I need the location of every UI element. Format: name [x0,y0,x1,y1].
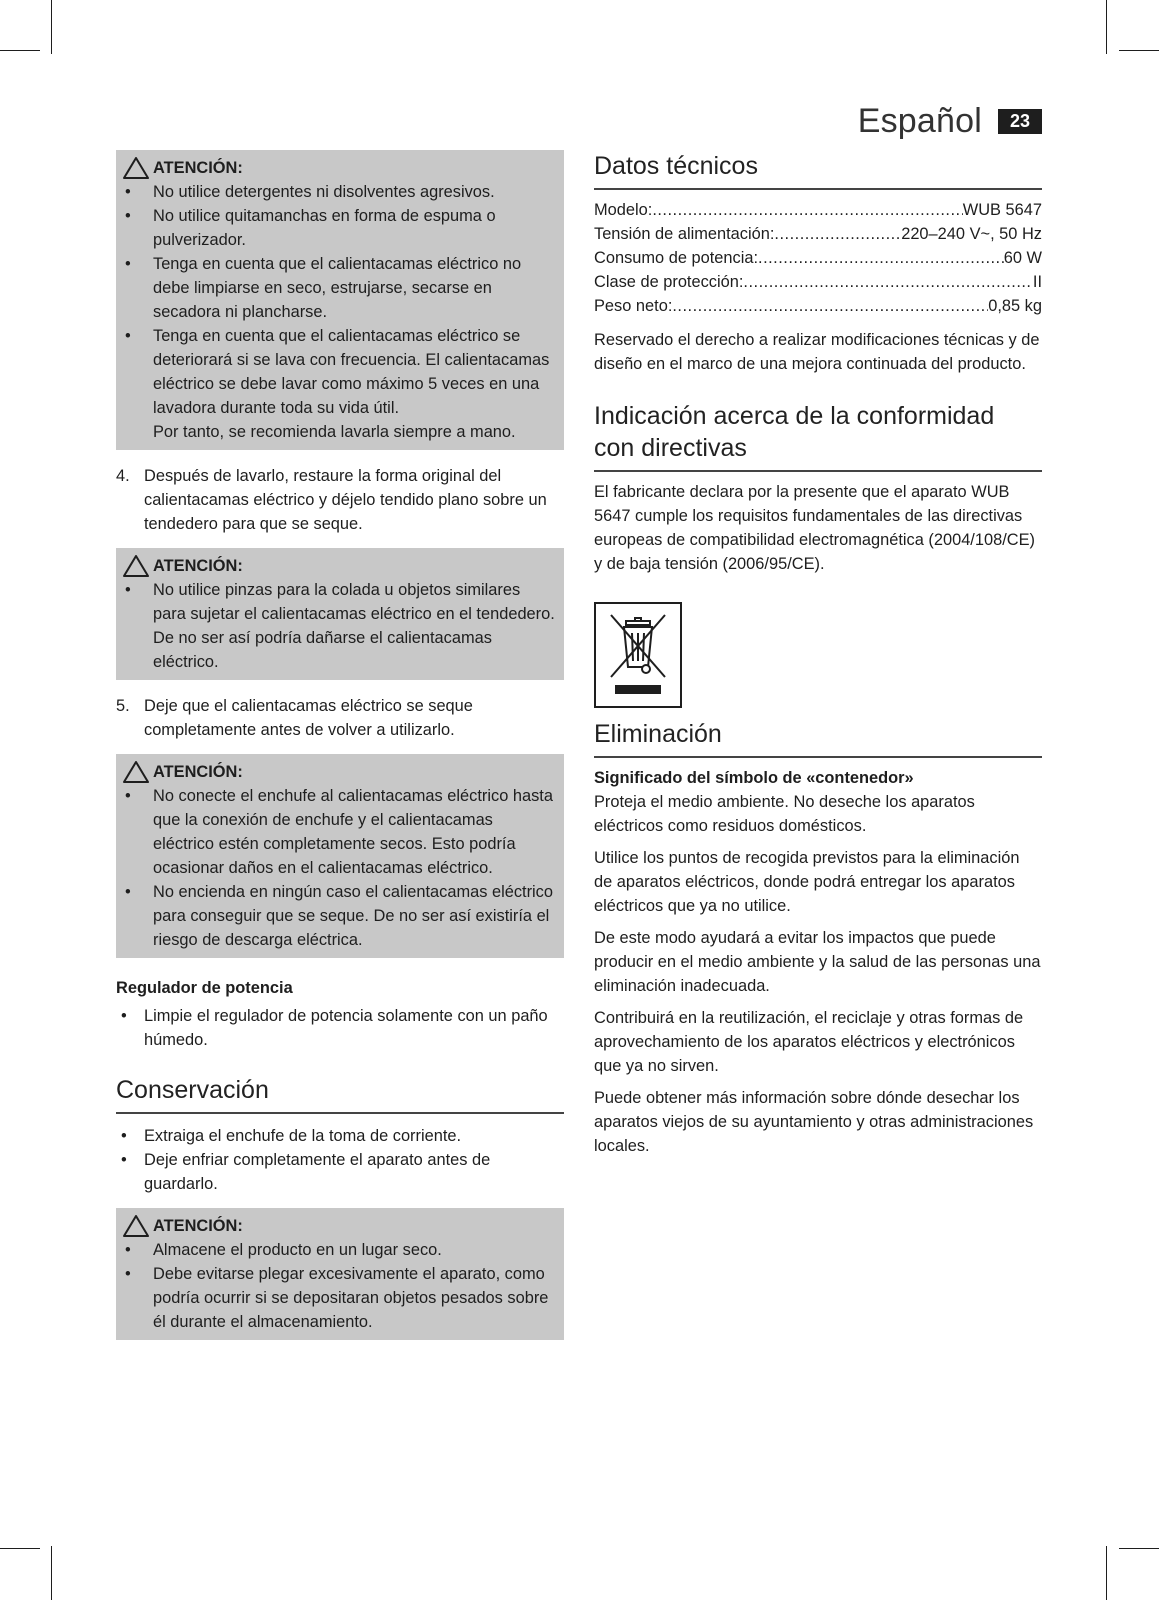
disposal-title: Eliminación [594,718,1042,758]
step-item: 4. Después de lavarlo, restaure la forma original del calientacamas eléctrico y déjelo tendido plano sobre un tendedero para que se seque. [116,464,564,536]
list-item: • Tenga en cuenta que el calientacamas eléctrico no debe limpiarse en seco, estrujarse, secarse en secadora ni plancharse. [120,252,556,324]
warning-heading: ATENCIÓN: [120,760,556,784]
disposal-paragraph: Puede obtener más información sobre dónde desechar los aparatos viejos de su ayuntamiento y otras administraciones locales. [594,1089,1034,1155]
language-title: Español [857,102,982,140]
regulator-section [116,976,564,1052]
spec-table [594,198,1042,318]
disposal-paragraph: Utilice los puntos de recogida previstos para la eliminación de aparatos eléctricos, donde podrá entregar los aparatos eléctricos que ya no utilice. [594,849,1020,915]
warning-triangle-icon [122,156,150,180]
tech-note: Reservado el derecho a realizar modificaciones técnicas y de diseño en el marco de una mejora continuada del producto. [594,331,1040,373]
list-item: • Tenga en cuenta que el calientacamas eléctrico se deteriorará si se lava con frecuencia. El calientacamas eléctrico se debe lavar como máximo 5 veces en una lavadora durante toda su vida útil. Por tanto, se recomienda lavarla siempre a mano. [120,324,556,444]
conformity-text: El fabricante declara por la presente que el aparato WUB 5647 cumple los requisitos fundamentales de las directivas europeas de compatibilidad electromagnética (2004/108/CE) y de baja tensión (2006/95/CE). [594,483,1035,573]
page-number-badge: 23 [998,109,1042,134]
regulator-title: Regulador de potencia [116,979,293,997]
page-header [858,102,1042,141]
list-item: • No encienda en ningún caso el calientacamas eléctrico para conseguir que se seque. De no ser así existiría el riesgo de descarga eléctrica. [120,880,556,952]
warning-box [116,150,564,450]
warning-triangle-icon [122,554,150,578]
step-number: 5. [116,697,130,715]
crop-mark [1106,0,1107,54]
warning-heading: ATENCIÓN: [120,554,556,578]
warning-box [116,548,564,680]
crop-mark [1106,1546,1107,1600]
left-column [116,150,564,1354]
warning-heading: ATENCIÓN: [120,156,556,180]
spec-row: Consumo de potencia: ..... 60 W [594,246,1042,270]
crop-mark [1119,1548,1159,1549]
disposal-subtitle: Significado del símbolo de «contenedor» [594,769,914,787]
spec-row: Modelo: ..... WUB 5647 [594,198,1042,222]
list-item: • Deje enfriar completamente el aparato antes de guardarlo. [116,1148,564,1196]
crop-mark [51,0,52,54]
list-item: • Extraiga el enchufe de la toma de corriente. [116,1124,564,1148]
spec-row: Tensión de alimentación: ..... 220–240 V~, 50 Hz [594,222,1042,246]
storage-title: Conservación [116,1074,564,1114]
list-item: • No utilice detergentes ni disolventes agresivos. [120,180,556,204]
step-list [116,464,564,536]
crossed-bin-icon [594,602,682,708]
conformity-title: Indicación acerca de la conformidad con directivas [594,400,1042,472]
disposal-paragraph: Contribuirá en la reutilización, el reciclaje y otras formas de aprovechamiento de los aparatos eléctricos y electrónicos que ya no sirven. [594,1009,1024,1075]
list-item: • Debe evitarse plegar excesivamente el aparato, como podría ocurrir si se depositaran objetos pesados sobre él durante el almacenamiento. [120,1262,556,1334]
crop-mark [0,50,40,51]
warning-extra-text: Por tanto, se recomienda lavarla siempre a mano. [153,423,516,441]
warning-heading: ATENCIÓN: [120,1214,556,1238]
tech-data-title: Datos técnicos [594,150,1042,190]
list-item: • Almacene el producto en un lugar seco. [120,1238,556,1262]
warning-triangle-icon [122,760,150,784]
step-number: 4. [116,467,130,485]
spec-row: Clase de protección: ..... II [594,270,1042,294]
list-item: • No conecte el enchufe al calientacamas eléctrico hasta que la conexión de enchufe y el calientacamas eléctrico estén completamente secos. Esto podría ocasionar daños en el calientacamas eléctrico. [120,784,556,880]
crop-mark [51,1546,52,1600]
warning-box [116,754,564,958]
crop-mark [1119,50,1159,51]
list-item: • No utilice pinzas para la colada u objetos similares para sujetar el calientacamas eléctrico en el tendedero. De no ser así podría dañarse el calientacamas eléctrico. [120,578,556,674]
step-list [116,694,564,742]
storage-section [116,1074,564,1196]
list-item: • No utilice quitamanchas en forma de espuma o pulverizador. [120,204,556,252]
step-item: 5. Deje que el calientacamas eléctrico se seque completamente antes de volver a utilizarlo. [116,694,564,742]
right-column [594,150,1042,1166]
crop-mark [0,1548,40,1549]
warning-box [116,1208,564,1340]
list-item: • Limpie el regulador de potencia solamente con un paño húmedo. [116,1004,564,1052]
warning-triangle-icon [122,1214,150,1238]
disposal-paragraph: Proteja el medio ambiente. No deseche los aparatos eléctricos como residuos domésticos. [594,793,975,835]
spec-row: Peso neto: ..... 0,85 kg [594,294,1042,318]
disposal-paragraph: De este modo ayudará a evitar los impactos que puede producir en el medio ambiente y la salud de las personas una eliminación inadecuada. [594,929,1041,995]
